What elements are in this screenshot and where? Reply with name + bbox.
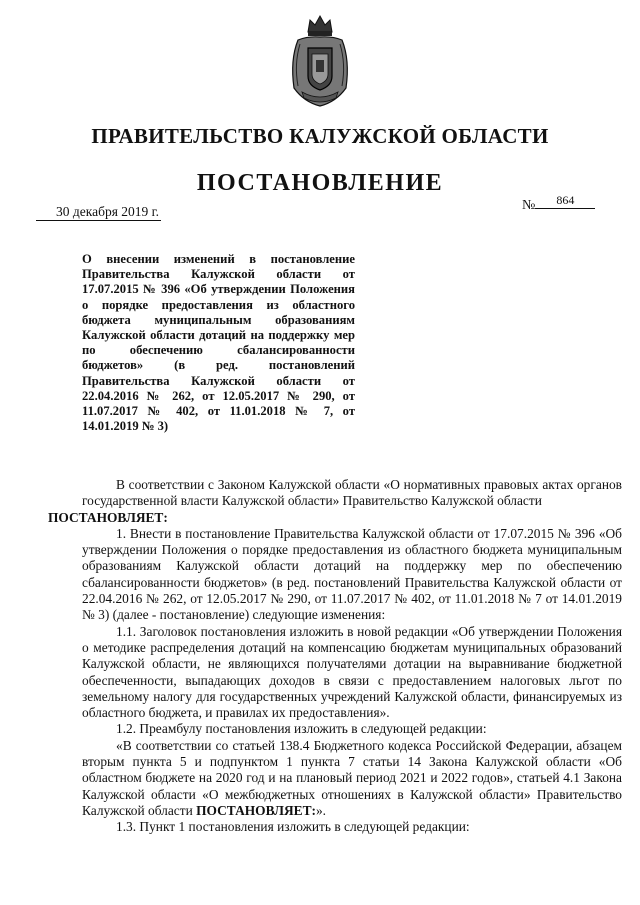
number-sign: №: [522, 198, 536, 213]
body-intro: В соответствии с Законом Калужской области «О нормативных правовых актах органов государственной власти Калужской области» Правительство Калужской области ПОСТАНОВЛЯЕТ:: [48, 477, 622, 525]
clause-1-1: 1.1. Заголовок постановления изложить в новой редакции «Об утверждении Положения о методике распределения дотаций на компенсацию бюджетам муниципальных образований Калужской области, не являющихся получателями дотации на выравнивание бюджетной обеспеченности, выпадающих доходов в связи с предоставлением налоговых льгот по земельному налогу для государственных учреждений Калужской области, финансируемых из областного бюджета, и правилах их предоставления».: [82, 623, 622, 721]
document-type-title: ПОСТАНОВЛЕНИЕ: [196, 170, 444, 196]
document-body: [48, 477, 622, 836]
resolves-inline: ПОСТАНОВЛЯЕТ:: [196, 802, 316, 818]
number-value: 864: [535, 192, 595, 209]
document-subject: [82, 252, 355, 434]
clause-1-2-text: «В соответствии со статьей 138.4 Бюджетного кодекса Российской Федерации, абзацем вторым пункта 5 и подпунктом 1 пункта 7 статьи 14 Закона Калужской области «Об областном бюджете на 2020 год и на плановый период 2021 и 2022 годов», статьей 4.1 Закона Калужской области «О межбюджетных отношениях в Калужской области» Правительство Калужской области ПОСТАНОВЛЯЕТ:».: [82, 737, 622, 818]
document-date: 30 декабря 2019 г.: [36, 204, 161, 221]
coat-of-arms-icon: [284, 10, 356, 110]
resolves-heading: ПОСТАНОВЛЯЕТ:: [48, 509, 168, 525]
clause-1: 1. Внести в постановление Правительства Калужской области от 17.07.2015 № 396 «Об утверждении Положения о порядке предоставления из областного бюджета муниципальным образованиям Калужской области дотаций на поддержку мер по обеспечению сбалансированности бюджетов» (в ред. постановлений Правительства Калужской области от 22.04.2016 № 262, от 12.05.2017 № 290, от 11.07.2017 № 402, от 11.01.2018 № 7 от 14.01.2019 № 3) (далее - постановление) следующие изменения:: [82, 525, 622, 623]
clause-1-3: 1.3. Пункт 1 постановления изложить в следующей редакции:: [116, 819, 470, 835]
government-title: ПРАВИТЕЛЬСТВО КАЛУЖСКОЙ ОБЛАСТИ: [91, 124, 549, 148]
document-number: [522, 193, 595, 215]
clause-1-2: 1.2. Преамбулу постановления изложить в следующей редакции:: [116, 721, 487, 737]
subject-text: О внесении изменений в постановление Правительства Калужской области от 17.07.2015 № 396 «Об утверждении Положения о порядке предоставления из областного бюджета муниципальным образованиям Калужской области дотаций на поддержку мер по обеспечению сбалансированности бюджетов» (в ред. постановлений Правительства Калужской области от 22.04.2016 № 262, от 12.05.2017 № 290, от 11.07.2017 № 402, от 11.01.2018 № 7, от 14.01.2019 № 3): [82, 252, 355, 434]
